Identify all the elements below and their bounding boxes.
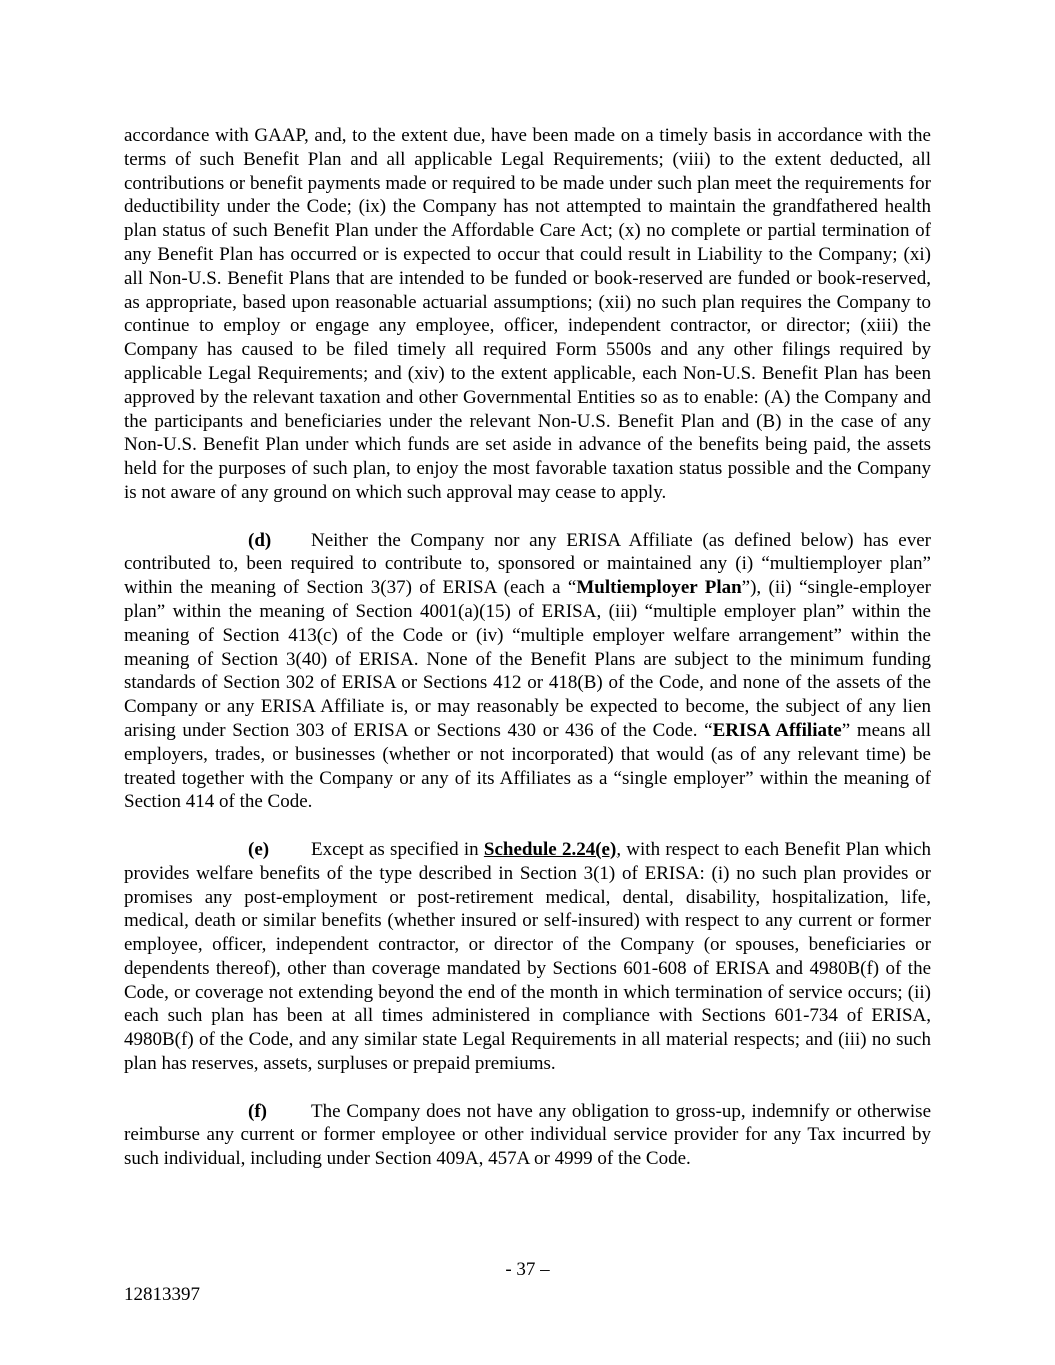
paragraph-e [124,838,931,1076]
section-d-text-1: Neither the Company nor any ERISA Affiliate (as defined below) has ever contributed to, been required to contribute to, sponsored or maintained any (i) “multiemployer plan” within the meaning of Section 3(37) of ERISA (each a “ [124,529,931,599]
section-d-text-3: ” means all employers, trades, or businesses (whether or not incorporated) that would (as of any relevant time) be treated together with the Company or any of its Affiliates as a “single employer” within the meaning of Section 414 of the Code. [124,719,931,813]
section-d-text-2: ”), (ii) “single-employer plan” within the meaning of Section 4001(a)(15) of ERISA, (iii) “multiple employer plan” within the meaning of Section 413(c) of the Code or (iv) “multiple employer welfare arrangement” within the meaning of Section 3(40) of ERISA. None of the Benefit Plans are subject to the minimum funding standards of Section 302 of ERISA or Sections 412 or 418(B) of the Code, and none of the assets of the Company or any ERISA Affiliate is, or may reasonably be expected to become, the subject of any lien arising under Section 303 of ERISA or Sections 430 or 436 of the Code. “ [124,577,931,741]
defined-term-multiemployer-plan: Multiemployer Plan [576,577,742,599]
paragraph-continuation [124,124,931,505]
schedule-reference: Schedule 2.24(e) [483,838,617,860]
document-id: 12813397 [124,1284,200,1305]
continuation-text: accordance with GAAP, and, to the extent due, have been made on a timely basis in accordance with the terms of such Benefit Plan and all applicable Legal Requirements; (viii) to the extent deducted, all contributions or benefit payments made or required to be made under such plan meet the requirements for deductibility under the Code; (ix) the Company has not attempted to maintain the grandfathered health plan status of such Benefit Plan under the Affordable Care Act; (x) no complete or partial termination of any Benefit Plan has occurred or is expected to occur that could result in Liability to the Company; (xi) all Non-U.S. Benefit Plans that are intended to be funded or book-reserved are funded or book-reserved, as appropriate, based upon reasonable actuarial assumptions; (xii) no such plan requires the Company to continue to employ or engage any employee, officer, independent contractor, or director; (xiii) the Company has caused to be filed timely all required Form 5500s and any other filings required by applicable Legal Requirements; and (xiv) to the extent applicable, each Non-U.S. Benefit Plan has been approved by the relevant taxation and other Governmental Entities so as to enable: (A) the Company and the participants and beneficiaries under the relevant Non-U.S. Benefit Plan and (B) in the case of any Non-U.S. Benefit Plan under which funds are set aside in advance of the benefits being paid, the assets held for the purposes of such plan, to enjoy the most favorable taxation status possible and the Company is not aware of any ground on which such approval may cease to apply. [124,125,931,503]
document-body [124,124,931,1195]
paragraph-f [124,1100,931,1171]
section-label-e: (e) [248,838,270,860]
paragraph-d [124,529,931,815]
defined-term-erisa-affiliate: ERISA Affiliate [712,719,842,741]
section-f-text: The Company does not have any obligation to gross-up, indemnify or otherwise reimburse any current or former employee or other individual service provider for any Tax incurred by such individual, including under Section 409A, 457A or 4999 of the Code. [124,1100,931,1170]
section-e-text-2: , with respect to each Benefit Plan which provides welfare benefits of the type described in Section 3(1) of ERISA: (i) no such plan provides or promises any post-employment or post-retirement medical, dental, disability, hospitalization, life, medical, death or similar benefits (whether insured or self-insured) with respect to any current or former employee, officer, independent contractor, or director of the Company (or spouses, beneficiaries or dependents thereof), other than coverage mandated by Sections 601-608 of ERISA and 4980B(f) of the Code, or coverage not extending beyond the end of the month in which termination of service occurs; (ii) each such plan has been at all times administered in compliance with Sections 601-734 of ERISA, 4980B(f) of the Code, and any similar state Legal Requirements in all material respects; and (iii) no such plan has reserves, assets, surpluses or prepaid premiums. [124,838,932,1075]
section-e-text-1: Except as specified in [311,838,484,860]
section-label-d: (d) [248,529,272,551]
section-label-f: (f) [248,1100,267,1122]
page-number: - 37 – [505,1259,550,1280]
